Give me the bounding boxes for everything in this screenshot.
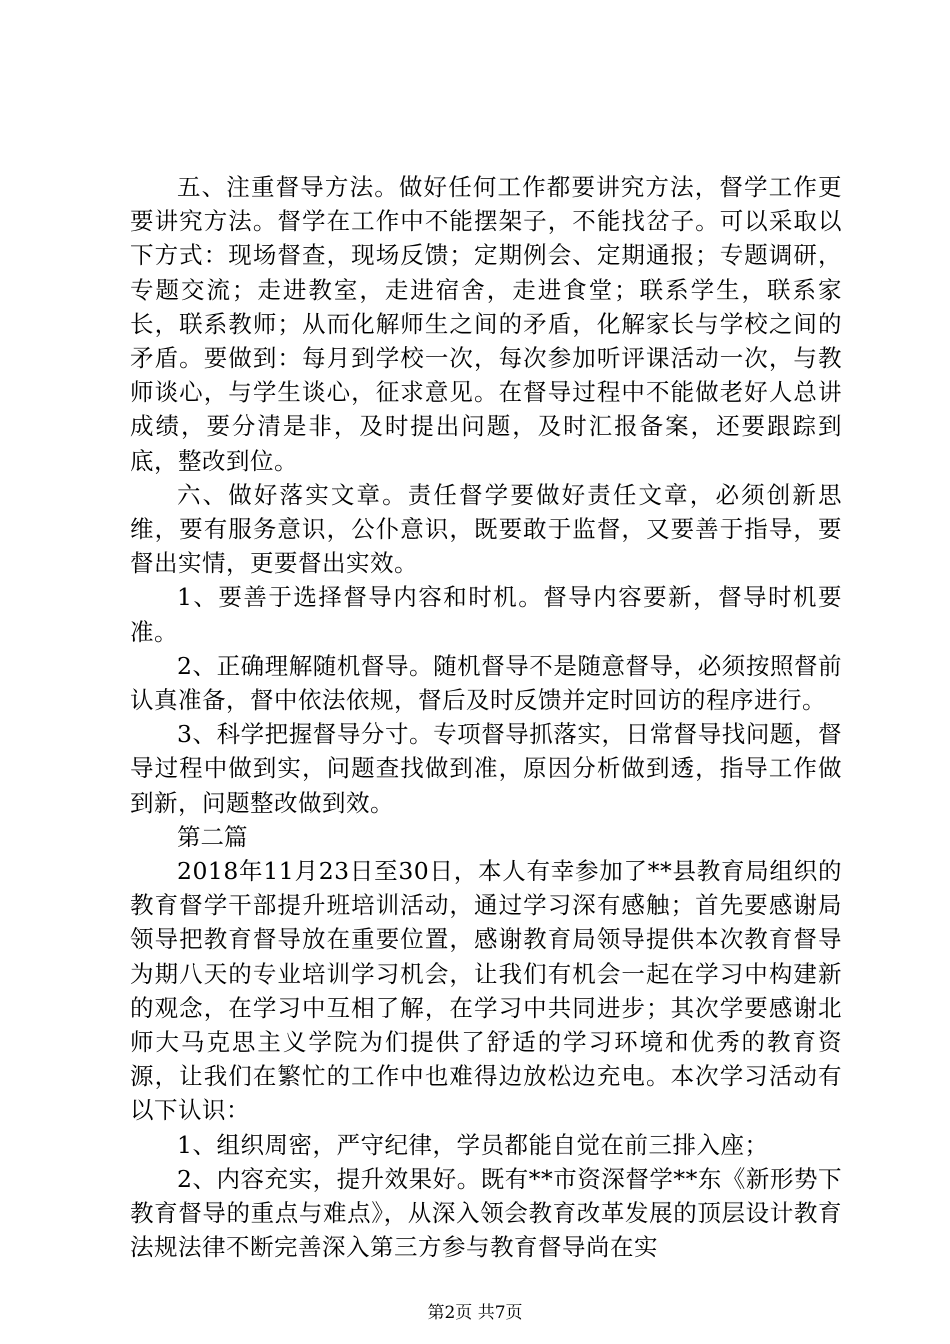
list-item-4: 1、组织周密，严守纪律，学员都能自觉在前三排入座； (177, 1130, 769, 1159)
list-item-3: 3、科学把握督导分寸。专项督导抓落实，日常督导找问题，督导过程中做到实，问题查找做到准，原因分析做到透，指导工作做到新，问题整改做到效。 (130, 720, 842, 817)
list-item-2: 2、正确理解随机督导。随机督导不是随意督导，必须按照督前认真准备，督中依法依规，督后及时反馈并定时回访的程序进行。 (130, 651, 842, 715)
page-footer: 第2页 共7页 (427, 1303, 523, 1323)
intro-paragraph: 2018年11月23日至30日，本人有幸参加了**县教育局组织的教育督学干部提升班培训活动，通过学习深有感触；首先要感谢局领导把教育督导放在重要位置，感谢教育局领导提供本次教育督导为期八天的专业培训学习机会，让我们有机会一起在学习中构建新的观念，在学习中互相了解，在学习中共同进步；其次学要感谢北师大马克思主义学院为们提供了舒适的学习环境和优秀的教育资源，让我们在繁忙的工作中也难得边放松边充电。本次学习活动有以下认识： (130, 857, 842, 1125)
list-item-5: 2、内容充实，提升效果好。既有**市资深督学**东《新形势下教育督导的重点与难点》，从深入领会教育改革发展的顶层设计教育法规法律不断完善深入第三方参与教育督导尚在实 (130, 1164, 842, 1262)
paragraph-5: 五、注重督导方法。做好任何工作都要讲究方法，督学工作更要讲究方法。督学在工作中不能摆架子，不能找岔子。可以采取以下方式：现场督查，现场反馈；定期例会、定期通报；专题调研，专题交流；走进教室，走进宿舍，走进食堂；联系学生，联系家长，联系教师；从而化解师生之间的矛盾，化解家长与学校之间的矛盾。要做到：每月到学校一次，每次参加听评课活动一次，与教师谈心，与学生谈心，征求意见。在督导过程中不能做老好人总讲成绩，要分清是非，及时提出问题，及时汇报备案，还要跟踪到底，整改到位。 (130, 173, 842, 475)
list-item-1: 1、要善于选择督导内容和时机。督导内容要新，督导时机要准。 (130, 583, 842, 646)
paragraph-6: 六、做好落实文章。责任督学要做好责任文章，必须创新思维，要有服务意识，公仆意识，既要敢于监督，又要善于指导，要督出实情，更要督出实效。 (130, 480, 842, 578)
section-heading: 第二篇 (177, 822, 248, 851)
document-body (130, 170, 842, 1265)
